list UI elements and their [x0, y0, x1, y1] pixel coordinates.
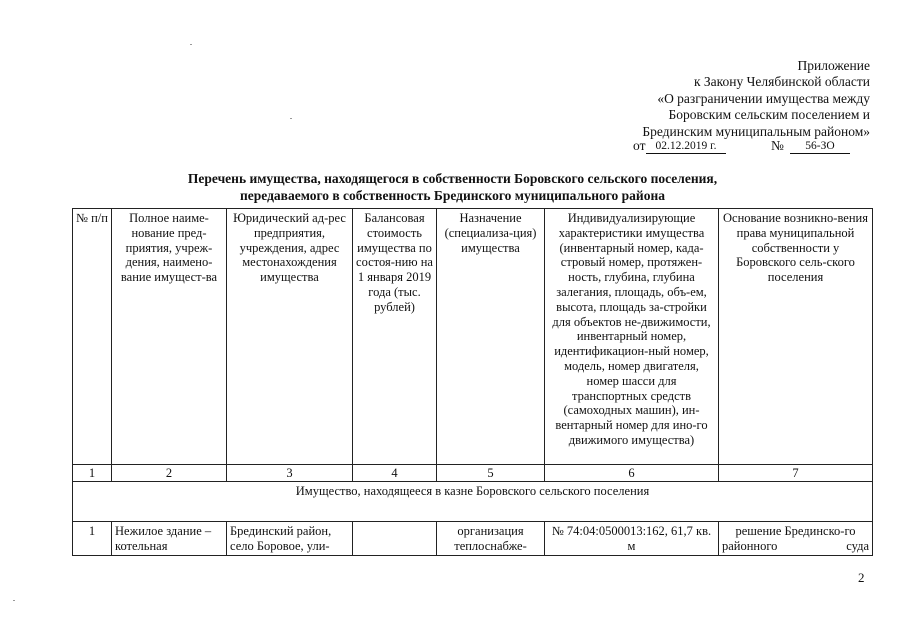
row-address: Брединский район, село Боровое, ули- [227, 522, 353, 556]
header-cell: Назначение (специализа-ция) имущества [437, 209, 545, 465]
section-row [73, 482, 873, 522]
appendix-line: «О разграничении имущества между [657, 90, 870, 106]
scan-speck [190, 44, 192, 45]
column-number: 7 [719, 465, 873, 482]
scan-speck [13, 600, 15, 601]
row-balance [353, 522, 437, 556]
law-reference-line [633, 138, 873, 156]
table-row [73, 522, 873, 556]
header-cell: Юридический ад-рес предприятия, учреждения, адрес местонахождения имущества [227, 209, 353, 465]
header-cell: № п/п [73, 209, 112, 465]
appendix-line: Приложение [797, 58, 870, 73]
row-name: Нежилое здание – котельная [112, 522, 227, 556]
column-number: 4 [353, 465, 437, 482]
page-number: 2 [858, 570, 865, 585]
row-characteristics: № 74:04:0500013:162, 61,7 кв. м [545, 522, 719, 556]
law-number: 56-ЗО [790, 139, 850, 154]
column-number: 2 [112, 465, 227, 482]
header-cell: Балансовая стоимость имущества по состоя-нию на 1 января 2019 года (тыс. рублей) [353, 209, 437, 465]
document-title [100, 170, 805, 204]
column-number: 6 [545, 465, 719, 482]
from-label: от [633, 138, 646, 153]
header-cell: Основание возникно-вения права муниципальной собственности у Боровского сель-ского поселения [719, 209, 873, 465]
number-label: № [771, 138, 784, 153]
law-date: 02.12.2019 г. [646, 139, 726, 154]
row-purpose: организация теплоснабже- [437, 522, 545, 556]
appendix-line: Брединским муниципальным районом» [642, 123, 870, 139]
appendix-line: к Закону Челябинской области [693, 74, 870, 90]
title-line-1: Перечень имущества, находящегося в собственности Боровского сельского поселения, [187, 171, 718, 186]
appendix-block [520, 58, 870, 140]
row-basis: решение Брединско-го районного суда [719, 522, 873, 556]
header-cell: Индивидуализирующие характеристики имущества (инвентарный номер, када-стровый номер, протяжен-ность, глубина, глубина залегания, площадь, объ-ем, высота, площадь за-стройки для объектов не-движимости, инвентарный номер, идентификацион-ный номер, модель, номер двигателя, номер шасси для транспортных средств (самоходных машин), ин-вентарный номер для ино-го движимого имущества) [545, 209, 719, 465]
row-number: 1 [73, 522, 112, 556]
property-table [72, 208, 873, 556]
appendix-line: Боровским сельским поселением и [668, 107, 870, 123]
title-line-2: передаваемого в собственность Брединского муниципального района [240, 188, 665, 203]
column-number: 1 [73, 465, 112, 482]
column-number: 5 [437, 465, 545, 482]
column-number: 3 [227, 465, 353, 482]
header-cell: Полное наиме-нование пред-приятия, учреж-дения, наимено-вание имущест-ва [112, 209, 227, 465]
scan-speck [290, 118, 292, 119]
section-title: Имущество, находящееся в казне Боровского сельского поселения [73, 482, 873, 522]
table-header-row [73, 209, 873, 465]
column-number-row [73, 465, 873, 482]
